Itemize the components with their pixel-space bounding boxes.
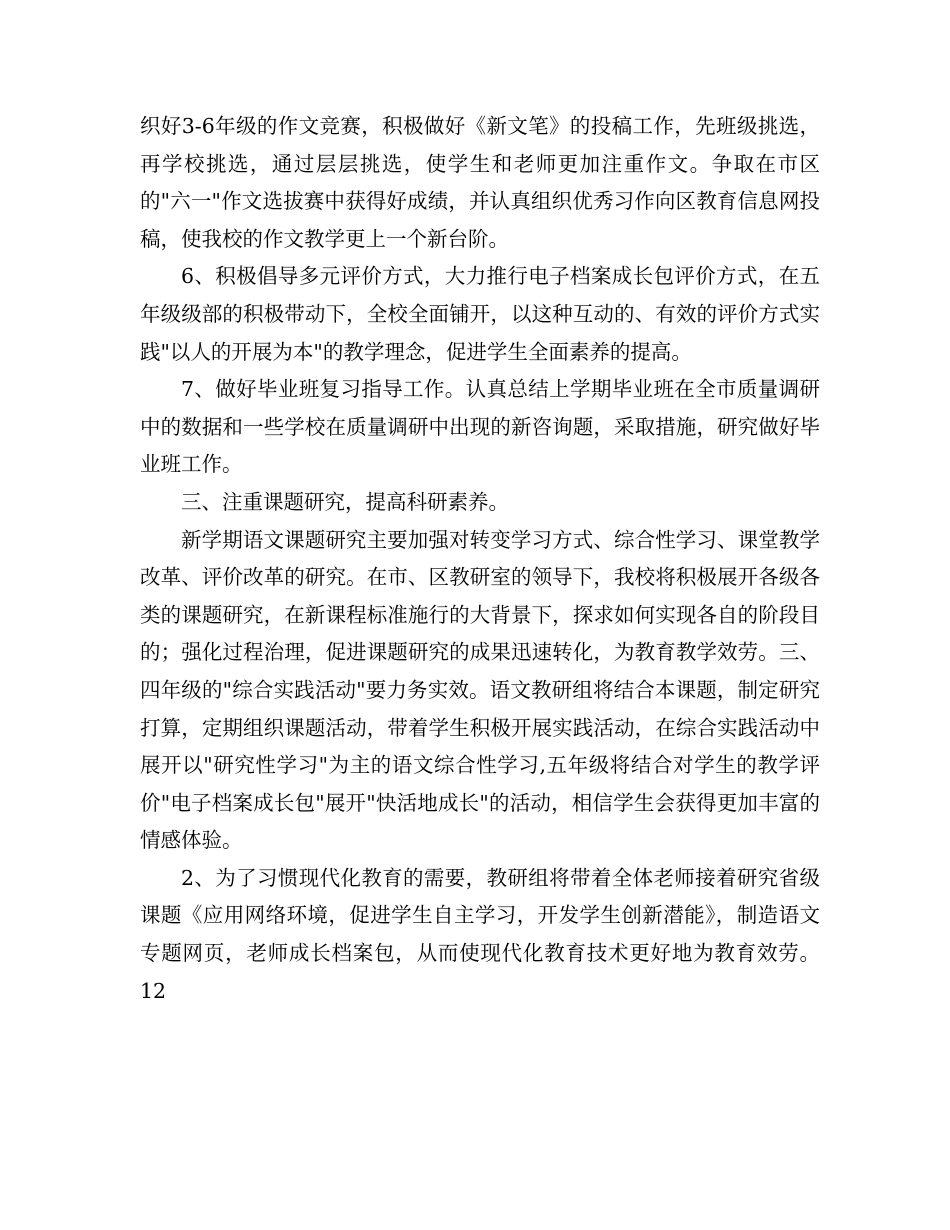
paragraph-3: 7、做好毕业班复习指导工作。认真总结上学期毕业班在全市质量调研中的数据和一些学校在质量调研中出现的新咨询题，采取措施，研究做好毕业班工作。	[140, 377, 820, 477]
section-heading-3: 三、注重课题研究，提高科研素养。	[181, 489, 509, 514]
paragraph-4: 新学期语文课题研究主要加强对转变学习方式、综合性学习、课堂教学改革、评价改革的研究。在市、区教研室的领导下，我校将积极展开各级各类的课题研究，在新课程标准施行的大背景下，探求如何实现各自的阶段目的；强化过程治理，促进课题研究的成果迅速转化，为教育教学效劳。三、四年级的"综合实践活动"要力务实效。语文教研组将结合本课题，制定研究打算，定期组织课题活动，带着学生积极开展实践活动，在综合实践活动中展开以"研究性学习"为主的语文综合性学习,五年级将结合对学生的教学评价"电子档案成长包"展开"快活地成长"的活动，相信学生会获得更加丰富的情感体验。	[140, 527, 820, 853]
paragraph-1: 织好3-6年级的作文竞赛，积极做好《新文笔》的投稿工作，先班级挑选，再学校挑选，通过层层挑选，使学生和老师更加注重作文。争取在市区的"六一"作文选拔赛中获得好成绩，并认真组织优秀习作向区教育信息网投稿，使我校的作文教学更上一个新台阶。	[140, 114, 820, 251]
paragraph-2: 6、积极倡导多元评价方式，大力推行电子档案成长包评价方式，在五年级级部的积极带动下，全校全面铺开，以这种互动的、有效的评价方式实践"以人的开展为本"的教学理念，促进学生全面素养的提高。	[140, 264, 820, 364]
body-text	[140, 108, 820, 1010]
paragraph-5: 2、为了习惯现代化教育的需要，教研组将带着全体老师接着研究省级课题《应用网络环境，促进学生自主学习，开发学生创新潜能》，制造语文专题网页，老师成长档案包，从而使现代化教育技术更好地为教育效劳。12	[140, 865, 820, 1003]
